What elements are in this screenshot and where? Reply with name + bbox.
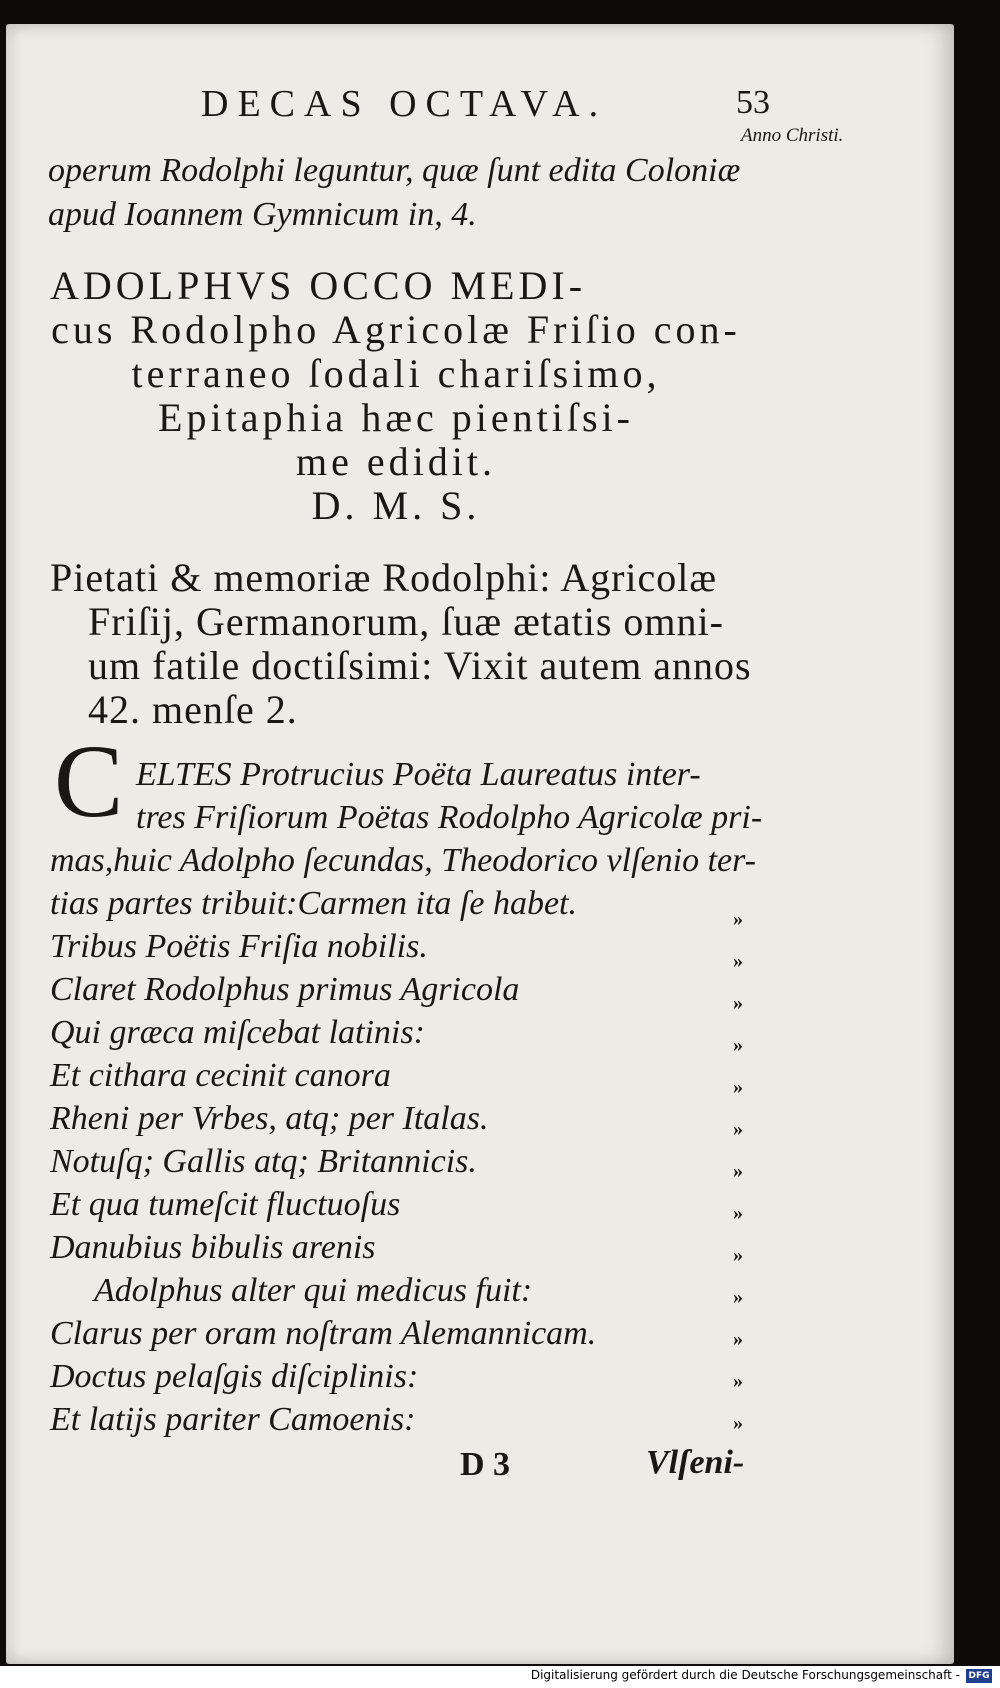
quote-mark: » <box>733 1286 743 1308</box>
quote-mark: » <box>733 992 743 1014</box>
epitaph-heading-line: terraneo ſodali chariſsimo, <box>131 351 661 396</box>
quote-mark: » <box>733 1076 743 1098</box>
intro-line: operum Rodolphi leguntur, quæ ſunt edita Coloniæ <box>48 152 741 189</box>
drop-cap: C <box>54 724 124 839</box>
epitaph-line: Friſij, Germanorum, ſuæ ætatis omni- <box>88 599 724 644</box>
epitaph-line: um fatile doctiſsimi: Vixit autem annos <box>88 643 752 688</box>
dfg-logo-icon: DFG <box>966 1669 992 1683</box>
epitaph-line: Pietati & memoriæ Rodolphi: Agricolæ <box>50 555 718 600</box>
celtes-line: mas,huic Adolpho ſecundas, Theodorico vlſenio ter- <box>50 842 756 879</box>
margin-note: Anno Christi. <box>741 125 844 146</box>
dms-line: D. M. S. <box>311 483 481 528</box>
poem-line: Et qua tumeſcit fluctuoſus <box>50 1186 401 1223</box>
epitaph-line: 42. menſe 2. <box>88 687 298 732</box>
quote-mark: » <box>733 1412 743 1434</box>
intro-line: apud Ioannem Gymnicum in, 4. <box>48 196 477 233</box>
footer-bar <box>0 1666 1000 1688</box>
celtes-line: ELTES Protrucius Poëta Laureatus inter- <box>136 756 701 793</box>
poem-line: Tribus Poëtis Friſia nobilis. <box>50 928 428 965</box>
poem-line: Et latijs pariter Camoenis: <box>50 1401 416 1438</box>
book-page <box>6 24 954 1664</box>
poem-line: Rheni per Vrbes, atq; per Italas. <box>50 1100 489 1137</box>
page-number: 53 <box>736 84 770 121</box>
quote-mark: » <box>733 950 743 972</box>
poem-line: Clarus per oram noſtram Alemannicam. <box>50 1315 597 1352</box>
quote-mark: » <box>733 1034 743 1056</box>
quote-mark: » <box>733 1118 743 1140</box>
epitaph-heading-line: cus Rodolpho Agricolæ Friſio con- <box>51 307 741 352</box>
catchword: Vlſeni- <box>646 1444 745 1481</box>
quote-mark: » <box>733 1202 743 1224</box>
poem-line: Et cithara cecinit canora <box>50 1057 391 1094</box>
quote-mark: » <box>733 1328 743 1350</box>
signature-mark: D 3 <box>460 1446 511 1483</box>
celtes-line: tias partes tribuit:Carmen ita ſe habet. <box>50 885 577 922</box>
quote-mark: » <box>733 1160 743 1182</box>
footer-credit: Digitalisierung gefördert durch die Deutsche Forschungsgemeinschaft - <box>530 1668 960 1682</box>
epitaph-heading-line: ADOLPHVS OCCO MEDI- <box>50 263 587 308</box>
poem-line: Danubius bibulis arenis <box>50 1229 376 1266</box>
poem-line: Claret Rodolphus primus Agricola <box>50 971 520 1008</box>
celtes-line: tres Friſiorum Poëtas Rodolpho Agricolæ pri- <box>136 799 763 836</box>
epitaph-heading-line: Epitaphia hæc pientiſsi- <box>158 395 634 440</box>
poem-line: Adolphus alter qui medicus fuit: <box>94 1272 533 1309</box>
quote-mark: » <box>733 908 743 930</box>
quote-mark: » <box>733 1370 743 1392</box>
poem-line: Doctus pelaſgis diſciplinis: <box>50 1358 419 1395</box>
poem-line: Qui græca miſcebat latinis: <box>50 1014 425 1051</box>
poem-line: Notuſq; Gallis atq; Britannicis. <box>50 1143 477 1180</box>
epitaph-heading-line: me edidit. <box>296 439 496 484</box>
running-title: DECAS OCTAVA. <box>201 83 608 125</box>
quote-mark: » <box>733 1244 743 1266</box>
